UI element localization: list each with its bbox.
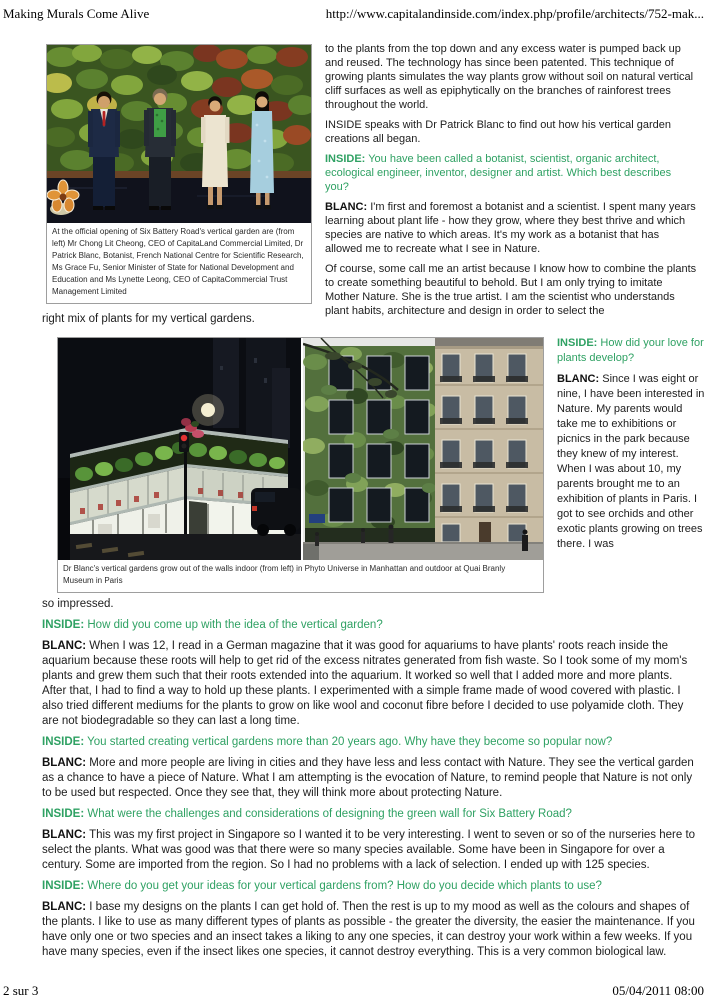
question-5 xyxy=(42,807,699,822)
opening-ceremony-photo xyxy=(47,45,311,223)
question-2-text: How did your love for plants develop? xyxy=(557,337,704,364)
inside-label: INSIDE: xyxy=(557,337,598,349)
question-6-text: Where do you get your ideas for your vertical gardens from? How do you decide which plants to use? xyxy=(87,880,602,892)
answer-2-text: Since I was eight or nine, I have been interested in Nature. My parents would take me to exhibitions or picnics in the park because they knew of my interest. When I was about 10, my parents brought me to an exhibition of plants in Paris. I got to see orchids and other exotic plants growing on trees there. I was xyxy=(557,373,705,550)
page-title: Making Murals Come Alive xyxy=(3,6,150,21)
print-datetime: 05/04/2011 08:00 xyxy=(612,983,704,998)
inside-label: INSIDE: xyxy=(42,808,85,820)
answer-6 xyxy=(42,900,699,960)
phyto-universe-night-photo xyxy=(58,338,301,560)
question-1 xyxy=(325,152,697,194)
print-footer xyxy=(3,983,704,999)
answer-2-tail: so impressed. xyxy=(42,598,114,610)
print-header xyxy=(3,6,704,22)
answer-5-text: This was my first project in Singapore so I wanted it to be very interesting. I went to seven or so of the nurseries here to select the plants. What was good was that there were so many species available. Some have been in Singapore for over a century. Some are imported from the region. So I had no problems with a lack of selection. I ended up with 125 species. xyxy=(42,829,696,871)
inside-label: INSIDE: xyxy=(42,619,85,631)
blanc-label: BLANC: xyxy=(42,901,87,913)
figure-caption: Dr Blanc's vertical gardens grow out of the walls indoor (from left) in Phyto Universe in Manhattan and outdoor at Quai Branly Museum in Paris xyxy=(63,564,506,585)
paragraph-intro-1: to the plants from the top down and any excess water is pumped back up and reused. The technology has since been patented. This technique of growing plants simulates the way plants grow without soil on natural vertical cliff surfaces as well as epiphytically on the branches of rainforest trees throughout the world. xyxy=(325,43,694,111)
answer-2 xyxy=(557,372,705,552)
article-column-top xyxy=(325,42,697,324)
opening-ceremony-figure xyxy=(46,44,312,304)
question-1-text: You have been called a botanist, scientist, organic architect, ecological engineer, inventor, designer and artist. Which best describes you? xyxy=(325,153,672,193)
paragraph-intro-2: INSIDE speaks with Dr Patrick Blanc to find out how his vertical garden creations all began. xyxy=(325,119,672,145)
page-url: http://www.capitalandinside.com/index.php/profile/architects/752-mak... xyxy=(325,6,704,21)
blanc-label: BLANC: xyxy=(42,757,87,769)
page-number: 2 sur 3 xyxy=(3,983,39,998)
question-4 xyxy=(42,735,699,750)
answer-4-text: More and more people are living in cities and they have less and less contact with Nature. They see the vertical garden as a chance to have a piece of Nature. What I am attempting is the evocation of Nature, to remind people that Nature is not only to be used but respected. Once they see that, they will think more about protecting Nature. xyxy=(42,757,694,799)
answer-5 xyxy=(42,828,699,873)
question-3 xyxy=(42,618,699,633)
article-column-right xyxy=(557,336,705,558)
answer-1-tail: right mix of plants for my vertical gardens. xyxy=(42,313,255,325)
answer-1 xyxy=(325,200,697,256)
article-bottom-block xyxy=(42,597,699,966)
answer-6-text: I base my designs on the plants I can get hold of. Then the rest is up to my mood as well as the colours and shapes of the plants. I like to use as many different types of plants as possible - the greater the diversity, the easier the maintenance. If you have only one or two species and an insect takes a liking to any one species, it can destroy your work within a few weeks. If you have many species, even if the insect likes one species, it cannot destroy everything. This is a very common biological law. xyxy=(42,901,695,958)
question-3-text: How did you come up with the idea of the vertical garden? xyxy=(87,619,383,631)
blanc-label: BLANC: xyxy=(325,201,368,213)
question-4-text: You started creating vertical gardens more than 20 years ago. Why have they become so popular now? xyxy=(87,736,613,748)
figure-caption: At the official opening of Six Battery Road's vertical garden are (from left) Mr Chong Lit Cheong, CEO of CapitaLand Commercial Limited, Dr Patrick Blanc, Botanist, French National Centre for Scientific Research, Ms Grace Fu, Senior Minister of State for National Development and Education and Ms Lynette Leong, CEO of CapitaCommercial Trust Management Limited xyxy=(52,227,304,296)
blanc-label: BLANC: xyxy=(42,640,87,652)
answer-3-text: When I was 12, I read in a German magazine that it was good for aquariums to have plants' roots reach inside the aquarium because these roots will help to get rid of the excess nitrates generated from fish waste. So I took some of my mom's plants and grew them such that their roots extended into the aquarium. It worked so well that I added more and more plants. After that, I had to find a way to hold up these plants. I experimented with a simple frame made of wood covered with plastic. I also tried different mediums for the plants to grow on like wool and coconut fibre before I decided to use polyamide cloth. They are not biodegradable so they can last a long time. xyxy=(42,640,688,727)
question-2 xyxy=(557,336,705,366)
photo-pair xyxy=(58,338,543,560)
answer-3 xyxy=(42,639,699,729)
question-6 xyxy=(42,879,699,894)
quai-branly-green-wall-photo xyxy=(303,338,543,560)
answer-1-continued: Of course, some call me an artist because I know how to combine the plants to create something beautiful to behold. But I am only trying to imitate Mother Nature. She is the true artist. I am the scientist who understands plant habits, architecture and design in order to select the xyxy=(325,263,697,317)
inside-label: INSIDE: xyxy=(42,880,85,892)
blanc-label: BLANC: xyxy=(42,829,87,841)
question-5-text: What were the challenges and considerations of designing the green wall for Six Battery Road? xyxy=(87,808,572,820)
answer-4 xyxy=(42,756,699,801)
vertical-gardens-figure xyxy=(57,337,544,593)
inside-label: INSIDE: xyxy=(325,153,366,165)
inside-label: INSIDE: xyxy=(42,736,85,748)
blanc-label: BLANC: xyxy=(557,373,600,385)
answer-1-text: I'm first and foremost a botanist and a scientist. I spent many years learning about plant life - how they grow, where they best thrive and which species are native to which areas. It's my work as a botanist that has allowed me to recreate what I see in Nature. xyxy=(325,201,696,255)
